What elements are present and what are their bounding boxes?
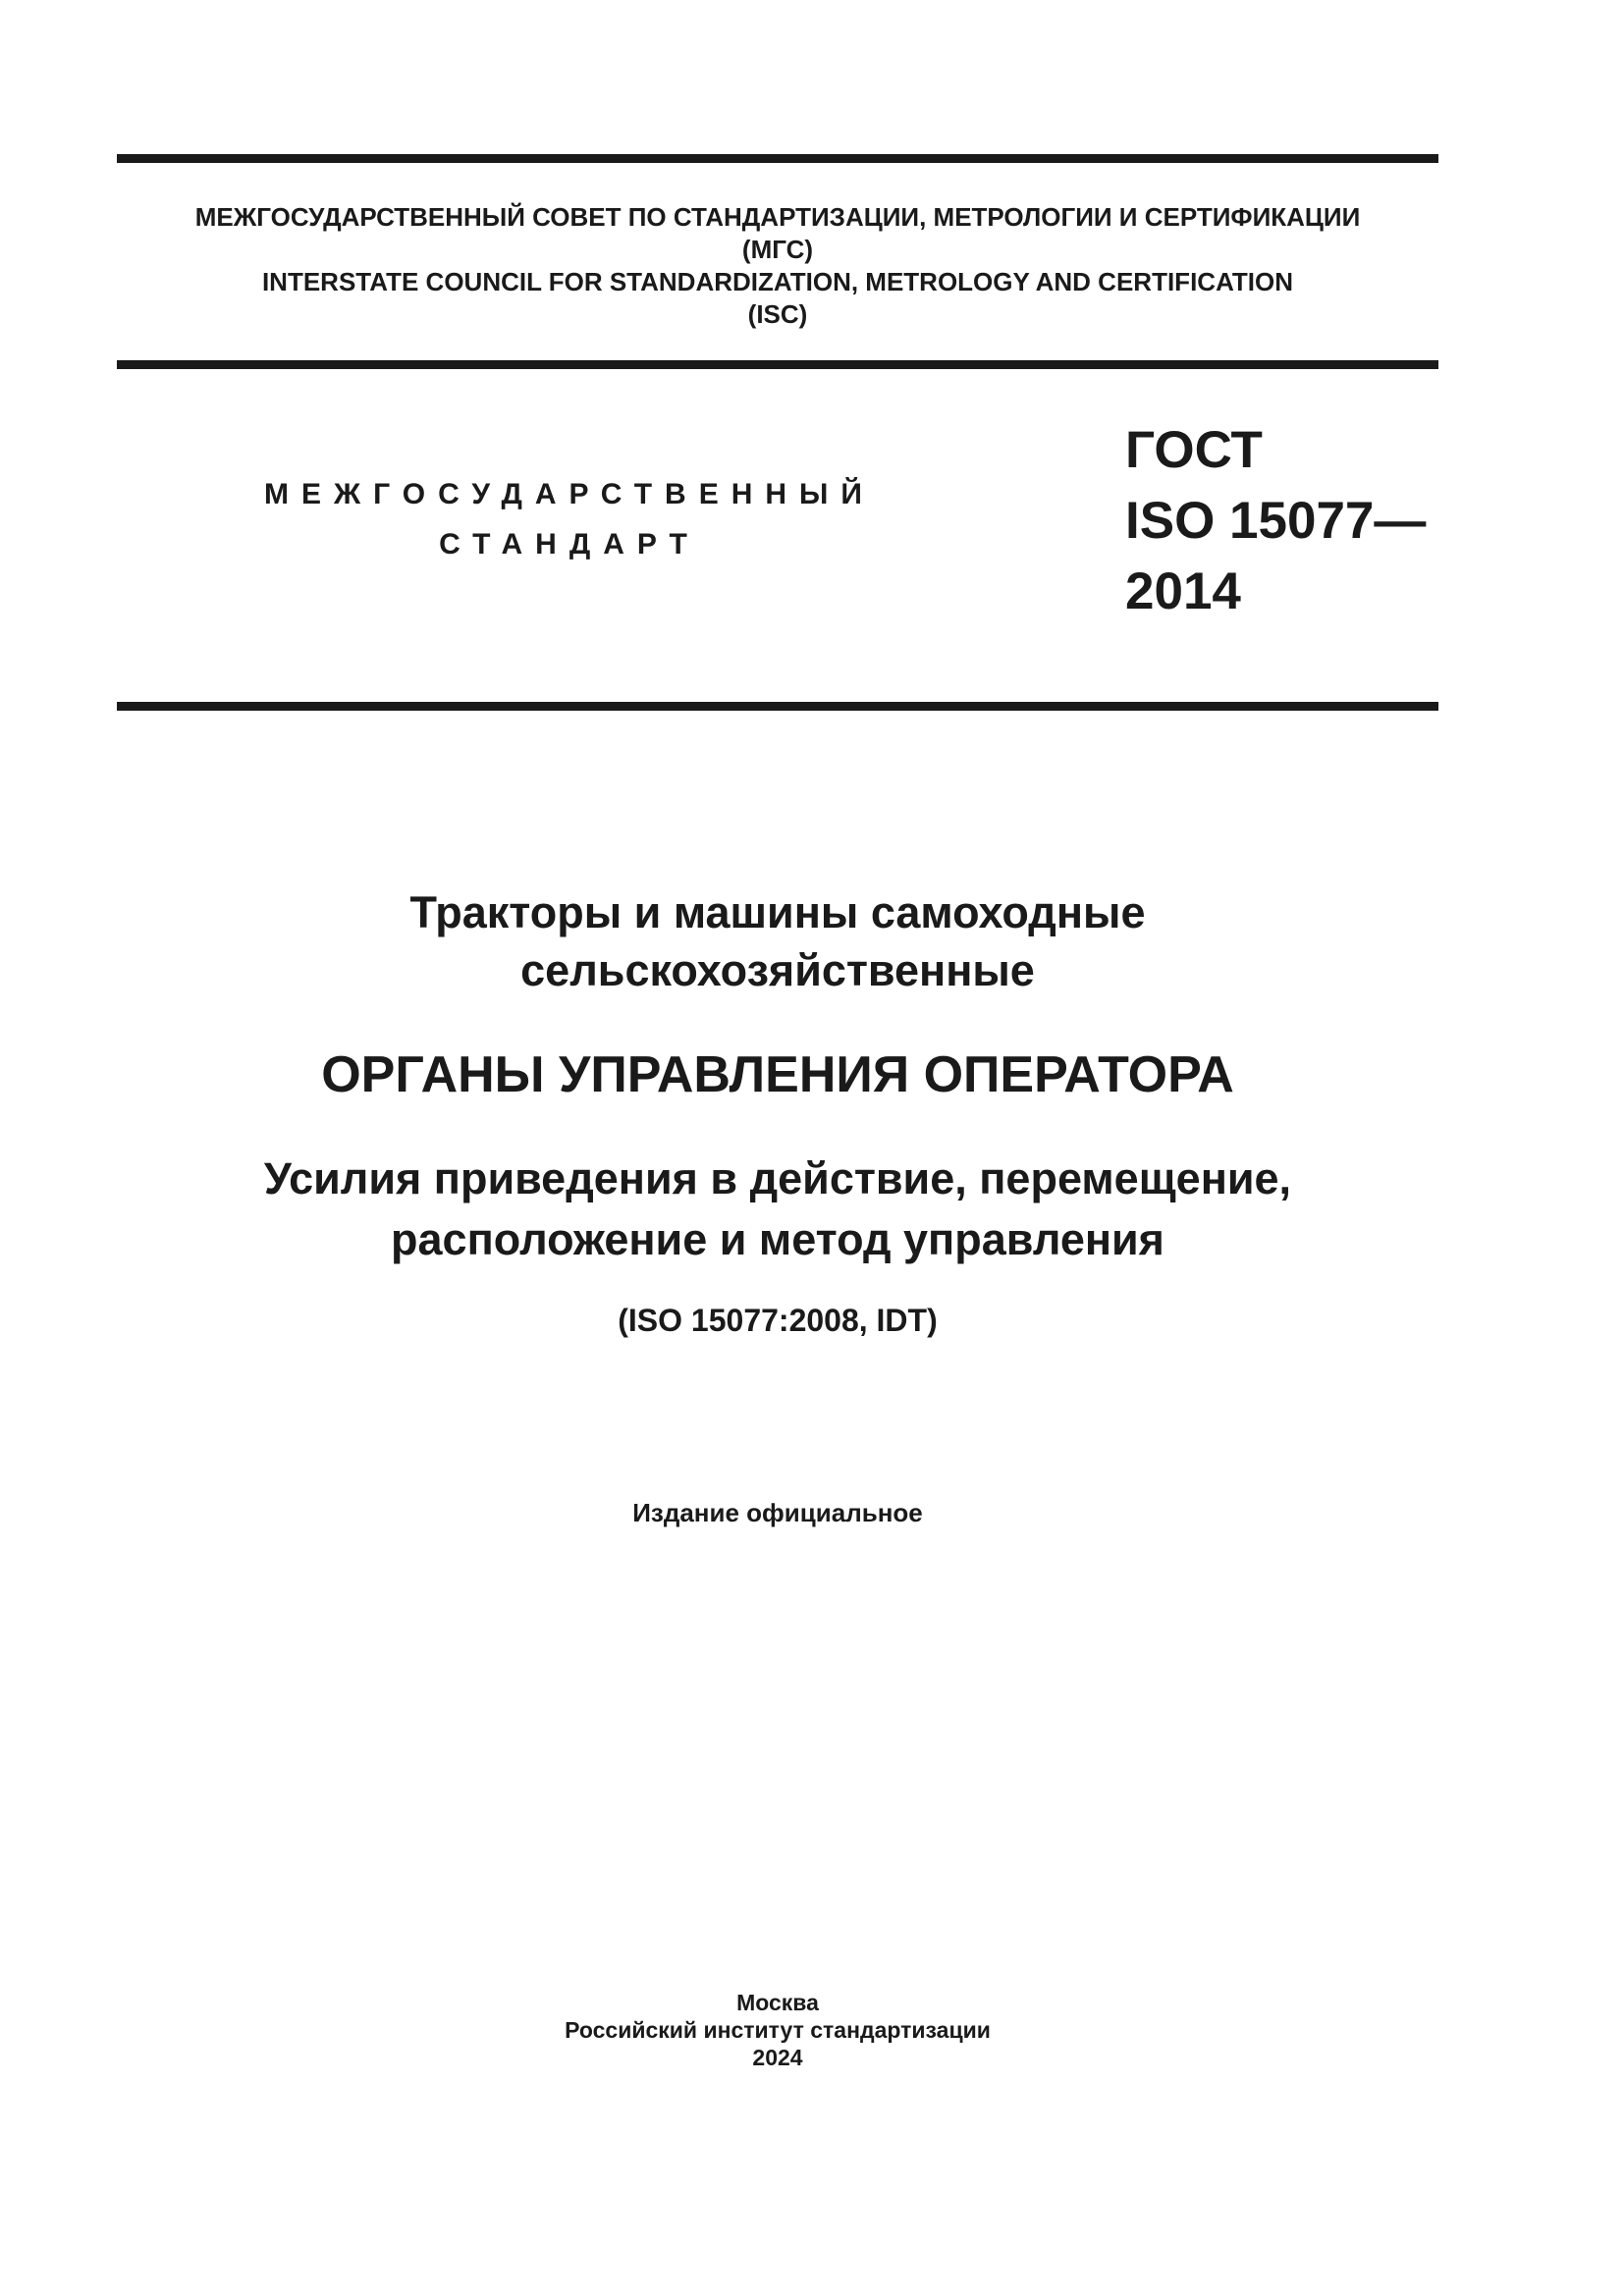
designation-line1: ГОСТ [1125, 421, 1263, 479]
title-line2: сельскохозяйственные [520, 945, 1035, 995]
title-line1: Тракторы и машины самоходные [409, 887, 1146, 937]
designation-line3: 2014 [1125, 562, 1241, 620]
edition-text: Издание официальное [632, 1498, 923, 1527]
standard-kind-line1: МЕЖГОСУДАРСТВЕННЫЙ [264, 478, 875, 510]
publisher-org: Российский институт стандартизации [565, 2017, 991, 2043]
standard-kind-line2: СТАНДАРТ [439, 528, 700, 561]
publisher-year: 2024 [752, 2045, 803, 2070]
iso-reference-text: (ISO 15077:2008, IDT) [618, 1303, 938, 1338]
subtitle-line1: Усилия приведения в действие, перемещение, [263, 1153, 1292, 1203]
council-bottom-rule [117, 360, 1438, 369]
council-abbr-en: (ISC) [747, 299, 808, 329]
top-rule [117, 154, 1438, 163]
council-name-ru: МЕЖГОСУДАРСТВЕННЫЙ СОВЕТ ПО СТАНДАРТИЗАЦИИ, МЕТРОЛОГИИ И СЕРТИФИКАЦИИ [194, 202, 1361, 232]
document-subtitle [117, 1148, 1438, 1270]
publisher-city: Москва [736, 1990, 819, 2015]
council-abbr-ru: (МГС) [741, 235, 814, 264]
designation-line2: ISO 15077— [1125, 492, 1427, 550]
iso-reference [117, 1301, 1438, 1340]
document-title-caps [117, 1043, 1438, 1106]
standard-designation [1125, 415, 1426, 627]
edition-note [117, 1496, 1438, 1529]
publisher-imprint [117, 1989, 1438, 2071]
council-name-en: INTERSTATE COUNCIL FOR STANDARDIZATION, METROLOGY AND CERTIFICATION [261, 267, 1294, 296]
document-title [117, 883, 1438, 999]
subtitle-line2: расположение и метод управления [391, 1214, 1164, 1264]
title-caps-line: ОРГАНЫ УПРАВЛЕНИЯ ОПЕРАТОРА [321, 1046, 1234, 1103]
council-header [117, 201, 1438, 331]
designation-bottom-rule [117, 702, 1438, 711]
